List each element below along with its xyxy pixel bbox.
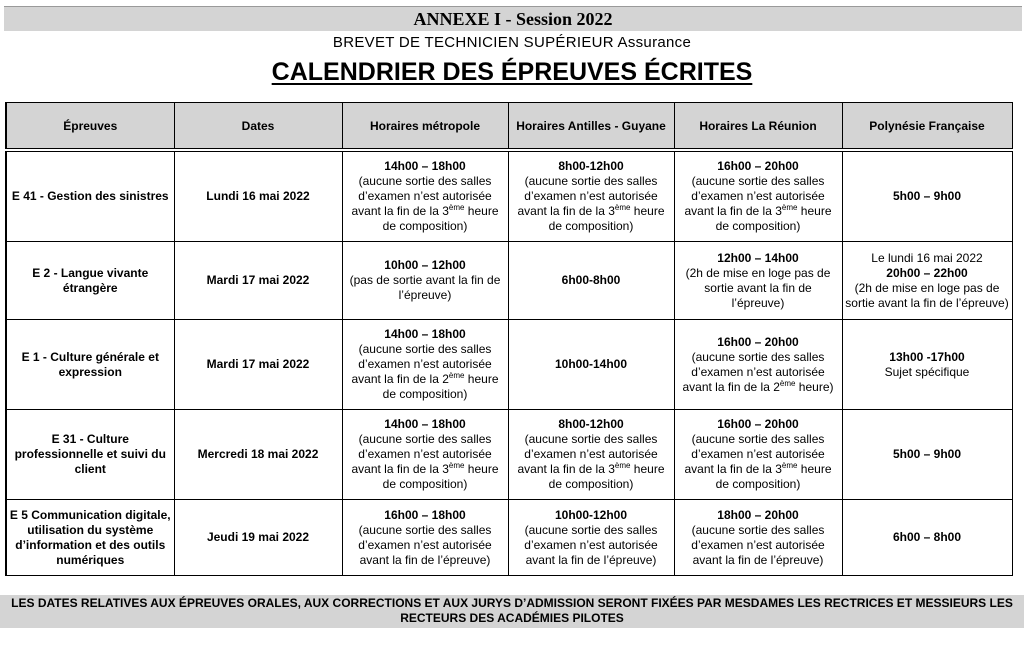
cell-metropole — [342, 500, 508, 576]
polynesie-time: 20h00 – 22h00 — [886, 265, 968, 280]
cell-date — [174, 152, 342, 242]
page-title — [0, 56, 1024, 88]
antilles-time: 8h00-12h00 — [558, 159, 624, 173]
polynesie-time: 6h00 – 8h00 — [892, 530, 962, 544]
cell-date — [174, 320, 342, 410]
table-row — [6, 152, 1012, 242]
epreuve-name: E 31 - Culture professionnelle et suivi du client — [14, 432, 166, 476]
exam-date: Jeudi 19 mai 2022 — [206, 530, 310, 544]
cell-reunion — [674, 500, 842, 576]
footer-notice: LES DATES RELATIVES AUX ÉPREUVES ORALES, AUX CORRECTIONS ET AUX JURYS D’ADMISSION SERONT FIXÉES PAR MESDAMES LES RECTRICES ET MESSIEURS LES RECTEURS DES ACADÉMIES PILOTES — [0, 595, 1024, 628]
reunion-time: 16h00 – 20h00 — [717, 417, 799, 431]
col-header-antilles-label: Horaires Antilles - Guyane — [516, 118, 666, 133]
polynesie-date-note: Le lundi 16 mai 2022 — [871, 250, 983, 265]
antilles-note: (aucune sortie des salles d’examen n’est autorisée avant la fin de la 3ème heure de composition) — [517, 174, 665, 233]
epreuve-name: E 1 - Culture générale et expression — [21, 349, 159, 379]
col-header-polynesie: Polynésie Française — [842, 103, 1012, 149]
exam-date: Mardi 17 mai 2022 — [206, 357, 310, 371]
reunion-note: (aucune sortie des salles d’examen n’est autorisée avant la fin de l’épreuve) — [691, 522, 825, 567]
exam-date: Mardi 17 mai 2022 — [206, 273, 310, 287]
cell-reunion — [674, 242, 842, 320]
metropole-time: 10h00 – 12h00 — [384, 258, 466, 272]
metropole-time: 14h00 – 18h00 — [384, 327, 466, 341]
table-row — [6, 242, 1012, 320]
cell-metropole — [342, 242, 508, 320]
cell-reunion — [674, 320, 842, 410]
cell-polynesie — [842, 500, 1012, 576]
metropole-note: (aucune sortie des salles d’examen n’est autorisée avant la fin de la 2ème heure de composition) — [351, 342, 499, 401]
cell-antilles — [508, 500, 674, 576]
antilles-time: 10h00-12h00 — [554, 507, 628, 522]
metropole-time: 14h00 – 18h00 — [384, 159, 466, 173]
polynesie-note: (2h de mise en loge pas de sortie avant la fin de l’épreuve) — [845, 280, 1009, 310]
col-header-reunion: Horaires La Réunion — [674, 103, 842, 149]
cell-metropole — [342, 152, 508, 242]
epreuve-name: E 41 - Gestion des sinistres — [11, 189, 169, 203]
metropole-note: (aucune sortie des salles d’examen n’est autorisée avant la fin de la 3ème heure de composition) — [351, 174, 499, 233]
antilles-note: (aucune sortie des salles d’examen n’est autorisée avant la fin de la 3ème heure de composition) — [517, 432, 665, 491]
cell-date — [174, 500, 342, 576]
cell-polynesie — [842, 152, 1012, 242]
antilles-time: 6h00-8h00 — [561, 273, 621, 287]
metropole-note: (pas de sortie avant la fin de l’épreuve) — [349, 273, 501, 302]
exam-date: Lundi 16 mai 2022 — [206, 189, 310, 203]
reunion-note: (2h de mise en loge pas de sortie avant la fin de l’épreuve) — [685, 265, 831, 310]
cell-antilles — [508, 242, 674, 320]
cell-date — [174, 242, 342, 320]
metropole-time: 14h00 – 18h00 — [384, 417, 466, 431]
reunion-note: (aucune sortie des salles d’examen n’est autorisée avant la fin de la 2ème heure) — [682, 349, 834, 394]
cell-epreuve — [6, 242, 174, 320]
cell-reunion — [674, 410, 842, 500]
metropole-note: (aucune sortie des salles d’examen n’est autorisée avant la fin de l’épreuve) — [358, 522, 492, 567]
exam-date: Mercredi 18 mai 2022 — [197, 447, 319, 461]
cell-epreuve — [6, 410, 174, 500]
cell-epreuve — [6, 152, 174, 242]
col-header-dates: Dates — [174, 103, 342, 149]
table-row — [6, 410, 1012, 500]
col-header-antilles — [508, 103, 674, 149]
reunion-time: 16h00 – 20h00 — [717, 159, 799, 173]
table-row — [6, 500, 1012, 576]
cell-epreuve — [6, 500, 174, 576]
cell-reunion — [674, 152, 842, 242]
cell-polynesie — [842, 320, 1012, 410]
metropole-note: (aucune sortie des salles d’examen n’est autorisée avant la fin de la 3ème heure de composition) — [351, 432, 499, 491]
antilles-time: 8h00-12h00 — [558, 417, 624, 431]
reunion-time: 16h00 – 20h00 — [717, 334, 799, 349]
cell-metropole — [342, 410, 508, 500]
reunion-note: (aucune sortie des salles d’examen n’est autorisée avant la fin de la 3ème heure de composition) — [684, 432, 832, 491]
polynesie-note: Sujet spécifique — [884, 364, 970, 379]
page-title-text: CALENDRIER DES ÉPREUVES ÉCRITES — [271, 58, 753, 86]
cell-polynesie — [842, 242, 1012, 320]
reunion-time: 12h00 – 14h00 — [717, 250, 799, 265]
antilles-note: (aucune sortie des salles d’examen n’est autorisée avant la fin de l’épreuve) — [524, 522, 658, 567]
table-header-row — [6, 103, 1012, 149]
col-header-metropole: Horaires métropole — [342, 103, 508, 149]
cell-polynesie — [842, 410, 1012, 500]
epreuve-name: E 2 - Langue vivante étrangère — [32, 265, 149, 295]
annexe-header: ANNEXE I - Session 2022 — [4, 6, 1022, 31]
col-header-epreuves: Épreuves — [6, 103, 174, 149]
metropole-time: 16h00 – 18h00 — [384, 507, 466, 522]
exam-calendar-table — [5, 102, 1013, 576]
polynesie-time: 5h00 – 9h00 — [892, 189, 962, 203]
diploma-subtitle: BREVET DE TECHNICIEN SUPÉRIEUR Assurance — [332, 34, 692, 51]
polynesie-time: 13h00 -17h00 — [889, 349, 965, 364]
reunion-time: 18h00 – 20h00 — [717, 507, 799, 522]
cell-epreuve — [6, 320, 174, 410]
cell-metropole — [342, 320, 508, 410]
cell-antilles — [508, 320, 674, 410]
antilles-time: 10h00-14h00 — [554, 357, 628, 371]
epreuve-name: E 5 Communication digitale, utilisation du système d’information et des outils numériques — [9, 507, 171, 567]
table-row — [6, 320, 1012, 410]
cell-antilles — [508, 152, 674, 242]
polynesie-time: 5h00 – 9h00 — [892, 447, 962, 461]
cell-date — [174, 410, 342, 500]
cell-antilles — [508, 410, 674, 500]
reunion-note: (aucune sortie des salles d’examen n’est autorisée avant la fin de la 3ème heure de composition) — [684, 174, 832, 233]
